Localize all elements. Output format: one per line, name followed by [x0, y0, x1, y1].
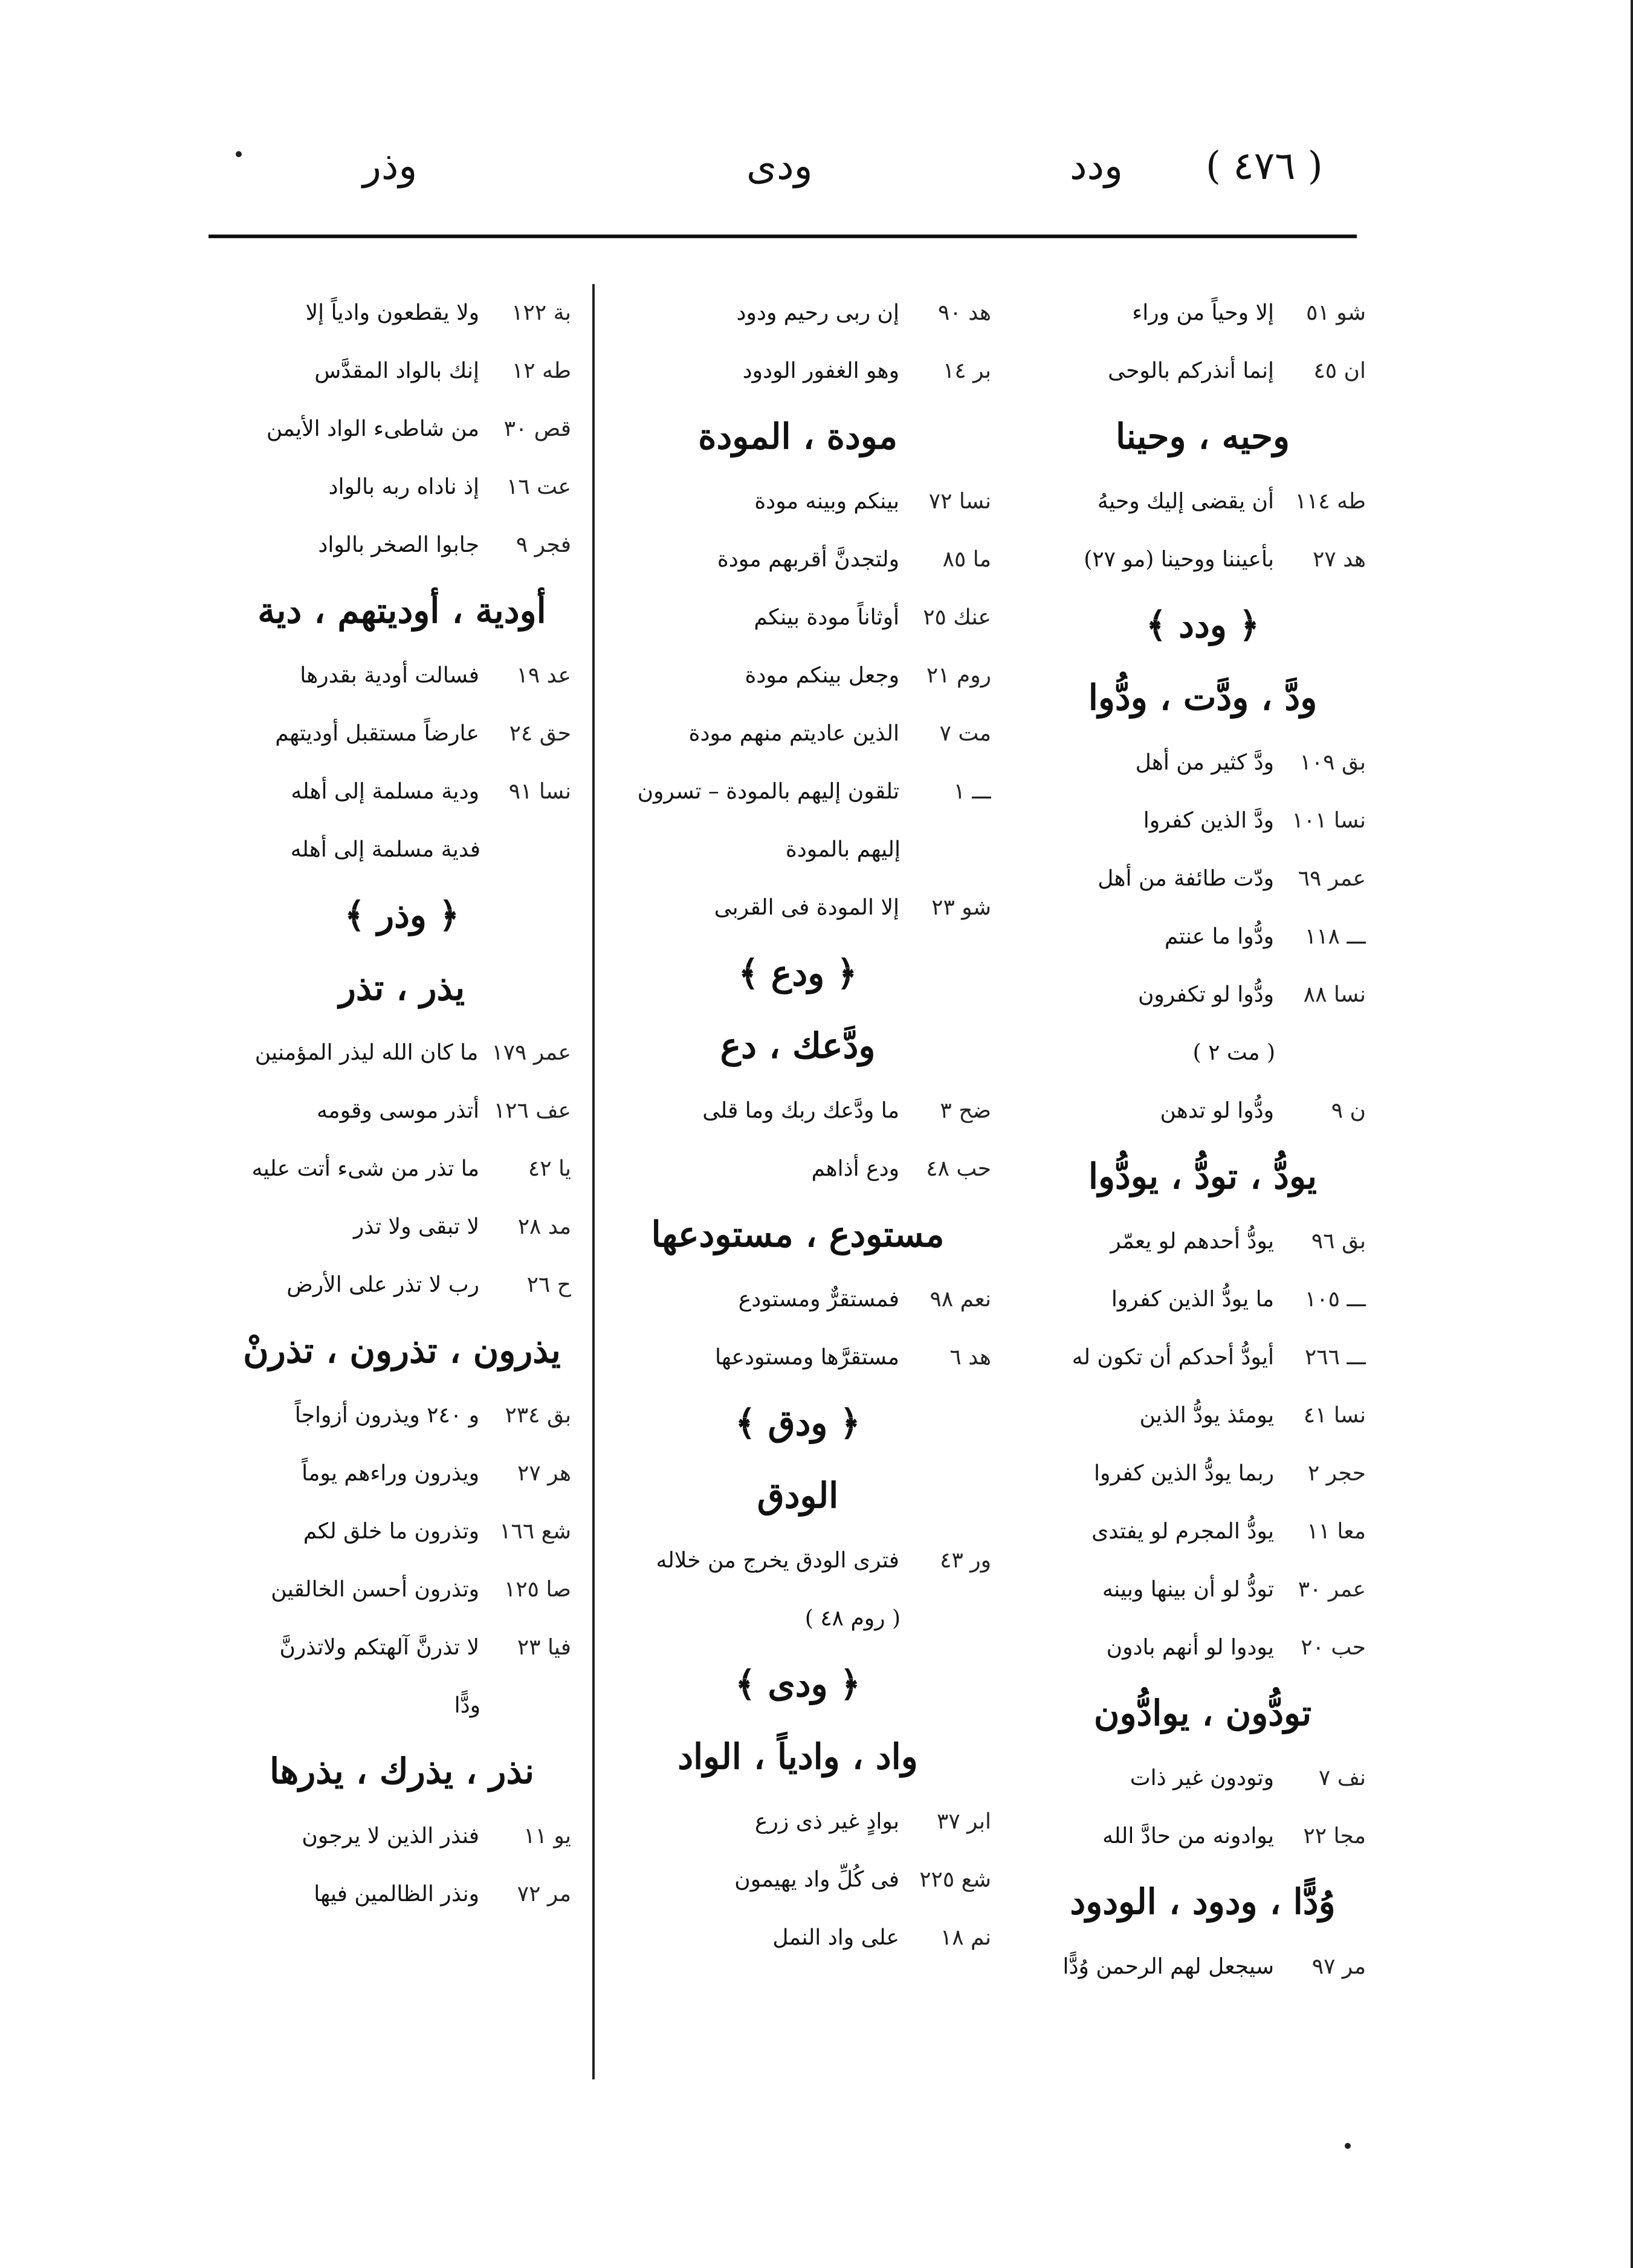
header-root-right: ودد: [1070, 144, 1123, 189]
column-center: [604, 284, 991, 2073]
verse-text: ولتجدنَّ أقربهم مودة: [717, 547, 899, 572]
verse-reference: مجا ٢٢: [1303, 1824, 1366, 1848]
header-root-left: وذر: [363, 144, 418, 189]
verse-reference: بة ١٢٢: [511, 300, 571, 325]
verse-text: يودُّ أحدهم لو يعمّر: [1110, 1229, 1274, 1254]
entry-line: [604, 1909, 991, 1967]
entry-line: [604, 705, 991, 763]
verse-reference: ان ٤٥: [1313, 358, 1366, 383]
verse-text: بأعيننا ووحينا (مو ٢٧): [1084, 547, 1274, 572]
verse-reference: نم ١٨: [940, 1925, 991, 1950]
entry-line: [1040, 1807, 1366, 1865]
entry-heading: نذر ، يذرك ، يذرها: [269, 1751, 535, 1792]
entry-line: [1040, 1503, 1366, 1561]
root-heading: ﴿ وذر ﴾: [344, 895, 460, 936]
speck: [1345, 2143, 1351, 2149]
verse-reference: بق ٩٦: [1311, 1229, 1366, 1254]
verse-reference: عنك ٢٥: [923, 605, 991, 630]
verse-reference: عت ١٦: [506, 475, 571, 499]
verse-text: ودُّوا لو تدهن: [1160, 1098, 1274, 1123]
entry-line: [233, 458, 571, 516]
verse-text: أن يقضى إليك وحيهُ: [1097, 489, 1274, 514]
entry-heading: يذر ، تذر: [338, 967, 465, 1008]
header-root-center: ودى: [746, 144, 813, 189]
verse-reference: يا ٤٢: [528, 1156, 571, 1181]
entry-line: [1040, 850, 1366, 908]
verse-text: ودَّ كثير من أهل: [1135, 750, 1274, 775]
verse-reference: شو ٢٣: [931, 895, 991, 920]
entry-line: [233, 1082, 571, 1140]
verse-text: رب لا تذر على الأرض: [286, 1272, 479, 1297]
verse-text: فى كُلِّ واد يهيمون: [734, 1867, 899, 1892]
page-number: ( ٤٧٦ ): [1206, 144, 1323, 189]
verse-reference: يو ١١: [523, 1824, 571, 1848]
verse-text: ودع أذاهم: [811, 1156, 899, 1181]
verse-text: جابوا الصخر بالواد: [318, 533, 479, 557]
verse-text: يوادونه من حادَّ الله: [1102, 1824, 1274, 1848]
entry-line: [233, 1865, 571, 1923]
verse-text: ما تذر من شىء أتت عليه: [251, 1156, 479, 1181]
entry-heading: مستودع ، مستودعها: [651, 1214, 945, 1255]
root-heading: ﴿ ودد ﴾: [1145, 604, 1260, 646]
verse-reference: صا ١٢٥: [504, 1577, 571, 1602]
entry-line: [233, 1561, 571, 1619]
verse-reference: فيا ٢٣: [517, 1635, 571, 1660]
entry-line: [1040, 1749, 1366, 1807]
verse-text: ويذرون وراءهم يوماً: [302, 1461, 479, 1486]
verse-text: مستقرَّها ومستودعها: [714, 1345, 899, 1370]
entry-line: [1040, 1329, 1366, 1387]
verse-reference: طه ١٢: [511, 358, 571, 383]
verse-reference: عد ١٩: [516, 663, 571, 688]
entry-line: [233, 1445, 571, 1503]
verse-text: إلا المودة فى القربى: [714, 895, 899, 920]
verse-text: إنما أنذركم بالوحى: [1108, 358, 1274, 383]
verse-reference: معا ١١: [1307, 1519, 1366, 1544]
verse-reference: طه ١١٤: [1295, 489, 1366, 514]
root-heading: ﴿ ودق ﴾: [735, 1402, 861, 1443]
entry-line: [1040, 792, 1366, 850]
entry-line: [1040, 531, 1366, 589]
verse-text: سيجعل لهم الرحمن وُدًّا: [1062, 1954, 1274, 1979]
continuation-line: فدية مسلمة إلى أهله: [290, 837, 480, 862]
entry-line: [233, 516, 571, 574]
verse-reference: حب ٢٠: [1301, 1635, 1366, 1660]
entry-line: [604, 1271, 991, 1329]
verse-text: أوثاناً مودة بينكم: [754, 605, 899, 630]
column-left: [233, 284, 571, 2073]
verse-reference: نسا ٤١: [1303, 1403, 1366, 1428]
entry-line: [1040, 908, 1366, 966]
verse-reference: ضح ٣: [940, 1098, 991, 1123]
verse-text: من شاطىء الواد الأيمن: [266, 416, 479, 441]
entry-line: [604, 1140, 991, 1198]
verse-reference: نسا ٧٢: [928, 489, 991, 514]
verse-text: فنذر الذين لا يرجون: [302, 1824, 479, 1848]
verse-text: على واد النمل: [772, 1925, 899, 1950]
entry-line: [1040, 1445, 1366, 1503]
verse-reference: بر ١٤: [943, 358, 991, 383]
verse-text: تودُّ لو أن بينها وبينه: [1102, 1577, 1274, 1602]
page-header: [0, 139, 1633, 218]
verse-reference: عمر ٣٠: [1298, 1577, 1366, 1602]
entry-line: [604, 1532, 991, 1590]
entry-line: [604, 647, 991, 705]
verse-reference: بق ١٠٩: [1299, 750, 1366, 775]
verse-text: يودوا لو أنهم بادون: [1106, 1635, 1274, 1660]
verse-text: ودّت طائفة من أهل: [1098, 866, 1274, 891]
verse-reference: ن ٩: [1331, 1098, 1366, 1123]
column-divider-left: [592, 284, 595, 2079]
verse-reference: مر ٩٧: [1311, 1954, 1366, 1979]
continuation-line: ( مت ٢ ): [1192, 1040, 1275, 1065]
verse-text: ما يودُّ الذين كفروا: [1111, 1287, 1274, 1312]
verse-reference: حق ٢٤: [509, 721, 571, 746]
entry-line: [233, 1140, 571, 1198]
verse-text: ما كان الله ليذر المؤمنين: [254, 1040, 479, 1065]
verse-text: وهو الغفور الودود: [742, 358, 899, 383]
entry-line: [604, 589, 991, 647]
verse-text: ودَّ الذين كفروا: [1143, 808, 1274, 833]
verse-reference: نسا ٨٨: [1303, 982, 1366, 1007]
verse-reference: هد ٢٧: [1313, 547, 1366, 572]
column-right: [1040, 284, 1366, 2073]
entry-line: [1040, 966, 1366, 1024]
entry-heading: يودُّ ، تودُّ ، يودُّوا: [1088, 1156, 1318, 1197]
entry-heading: الودق: [757, 1475, 839, 1516]
verse-reference: هد ٩٠: [938, 300, 991, 325]
verse-reference: شو ٥١: [1306, 300, 1366, 325]
verse-text: ودية مسلمة إلى أهله: [291, 779, 479, 804]
continuation-line: ودًّا: [454, 1693, 480, 1718]
verse-text: بينكم وبينه مودة: [754, 489, 899, 514]
verse-text: إذ ناداه ربه بالواد: [328, 475, 479, 499]
verse-text: و ٢٤٠ ويذرون أزواجاً: [294, 1403, 479, 1428]
verse-text: ما ودَّعك ربك وما قلى: [702, 1098, 899, 1123]
entry-line: [233, 342, 571, 400]
verse-text: يودُّ المجرم لو يفتدى: [1091, 1519, 1274, 1544]
verse-reference: عمر ٦٩: [1298, 866, 1366, 891]
verse-text: وتذرون أحسن الخالقين: [271, 1577, 479, 1602]
verse-reference: هر ٢٧: [517, 1461, 571, 1486]
entry-heading: وُدًّا ، ودود ، الودود: [1070, 1881, 1336, 1922]
verse-reference: نسا ١٠١: [1292, 808, 1366, 833]
entry-line: [1040, 1619, 1366, 1677]
continuation-line: إليهم بالمودة: [785, 837, 901, 862]
verse-text: إنك بالواد المقدَّس: [314, 358, 479, 383]
entry-line: [604, 1793, 991, 1851]
entry-line: [1040, 1082, 1366, 1140]
entry-line: [233, 705, 571, 763]
page-edge-line: [1631, 0, 1633, 2268]
verse-text: لا تبقى ولا تذر: [353, 1214, 479, 1239]
entry-line: [233, 1503, 571, 1561]
verse-text: أيودُّ أحدكم أن تكون له: [1072, 1345, 1274, 1370]
verse-reference: ما ٨٥: [942, 547, 991, 572]
verse-text: إن ربى رحيم ودود: [736, 300, 899, 325]
entry-heading: مودة ، المودة: [698, 416, 897, 457]
entry-line: [604, 1851, 991, 1909]
verse-text: وجعل بينكم مودة: [745, 663, 899, 688]
verse-text: أتذر موسى وقومه: [316, 1098, 479, 1123]
entry-heading: ودَّعك ، دع: [720, 1025, 876, 1066]
verse-reference: فجر ٩: [516, 533, 571, 557]
verse-reference: ور ٤٣: [940, 1548, 991, 1573]
entry-line: [604, 473, 991, 531]
verse-text: إلا وحياً من وراء: [1132, 300, 1274, 325]
verse-reference: ابر ٣٧: [937, 1809, 991, 1834]
verse-reference: ـــ ١٠٥: [1304, 1287, 1366, 1312]
entry-line: [1040, 1561, 1366, 1619]
entry-line: [1040, 342, 1366, 400]
verse-reference: عمر ١٧٩: [491, 1040, 571, 1065]
entry-line: [233, 763, 571, 821]
verse-text: فترى الودق يخرج من خلاله: [656, 1548, 899, 1573]
verse-text: ربما يودُّ الذين كفروا: [1093, 1461, 1274, 1486]
root-heading: ﴿ ودى ﴾: [735, 1664, 861, 1705]
entry-line: [604, 284, 991, 342]
verse-text: ودُّوا ما عنتم: [1164, 924, 1274, 949]
verse-text: ونذر الظالمين فيها: [314, 1882, 479, 1907]
entry-line: [1040, 1938, 1366, 1996]
entry-line: [604, 879, 991, 937]
verse-text: فسالت أودية بقدرها: [300, 663, 479, 688]
verse-text: لا تذرنَّ آلهتكم ولاتذرنَّ: [279, 1635, 479, 1660]
entry-line: [1040, 1387, 1366, 1445]
verse-text: تلقون إليهم بالمودة – تسرون: [637, 779, 899, 804]
verse-text: وتودون غير ذات: [1130, 1766, 1274, 1790]
verse-text: ودُّوا لو تكفرون: [1137, 982, 1274, 1007]
verse-reference: نف ٧: [1318, 1766, 1366, 1790]
verse-text: وتذرون ما خلق لكم: [303, 1519, 479, 1544]
verse-reference: نسا ٩١: [508, 779, 571, 804]
verse-reference: مر ٧٢: [517, 1882, 571, 1907]
entry-heading: ودَّ ، ودَّت ، ودُّوا: [1088, 677, 1318, 718]
verse-text: الذين عاديتم منهم مودة: [688, 721, 899, 746]
verse-reference: قص ٣٠: [503, 416, 571, 441]
verse-text: بوادٍ غير ذى زرع: [755, 1809, 899, 1834]
entry-line: [1040, 1213, 1366, 1271]
entry-heading: وحيه ، وحينا: [1115, 416, 1290, 457]
verse-reference: هد ٦: [949, 1345, 991, 1370]
verse-reference: روم ٢١: [926, 663, 991, 688]
entry-heading: واد ، وادياً ، الواد: [677, 1736, 918, 1777]
entry-line: [233, 1387, 571, 1445]
verse-reference: ـــ ٢٦٦: [1304, 1345, 1366, 1370]
entry-line: [604, 763, 991, 821]
entry-line: [604, 1329, 991, 1387]
entry-line: [233, 1198, 571, 1256]
verse-reference: ح ٢٦: [526, 1272, 571, 1297]
entry-line: [1040, 284, 1366, 342]
entry-line: [233, 1256, 571, 1314]
verse-reference: عف ١٢٦: [493, 1098, 571, 1123]
verse-reference: ـــ ١: [953, 779, 991, 804]
entry-line: [233, 284, 571, 342]
verse-reference: شع ٢٢٥: [919, 1867, 991, 1892]
verse-reference: مت ٧: [939, 721, 991, 746]
verse-reference: ـــ ١١٨: [1304, 924, 1366, 949]
entry-line: [1040, 1271, 1366, 1329]
verse-reference: حب ٤٨: [926, 1156, 991, 1181]
verse-reference: حجر ٢: [1307, 1461, 1366, 1486]
root-heading: ﴿ ودع ﴾: [738, 953, 858, 994]
entry-line: [1040, 473, 1366, 531]
verse-reference: نعم ٩٨: [930, 1287, 991, 1312]
speck: [236, 151, 242, 157]
verse-reference: مد ٢٨: [517, 1214, 571, 1239]
verse-reference: بق ٢٣٤: [505, 1403, 571, 1428]
entry-line: [233, 1024, 571, 1082]
entry-heading: يذرون ، تذرون ، تذرنْ: [243, 1330, 561, 1371]
verse-text: فمستقرٌّ ومستودع: [738, 1287, 899, 1312]
entry-line: [233, 1807, 571, 1865]
entry-line: [604, 1082, 991, 1140]
entry-line: [233, 647, 571, 705]
entry-heading: تودُّون ، يوادُّون: [1093, 1693, 1312, 1734]
verse-reference: شع ١٦٦: [499, 1519, 571, 1544]
entry-line: [604, 342, 991, 400]
verse-text: عارضاً مستقبل أوديتهم: [275, 721, 479, 746]
entry-line: [1040, 734, 1366, 792]
header-rule: [209, 235, 1357, 238]
verse-text: ولا يقطعون وادياً إلا: [305, 300, 479, 325]
verse-text: يومئذ يودُّ الذين: [1139, 1403, 1274, 1428]
entry-line: [604, 531, 991, 589]
entry-heading: أودية ، أوديتهم ، دية: [257, 590, 546, 631]
entry-line: [233, 400, 571, 458]
continuation-line: ( روم ٤٨ ): [804, 1606, 901, 1631]
entry-line: [233, 1619, 571, 1677]
